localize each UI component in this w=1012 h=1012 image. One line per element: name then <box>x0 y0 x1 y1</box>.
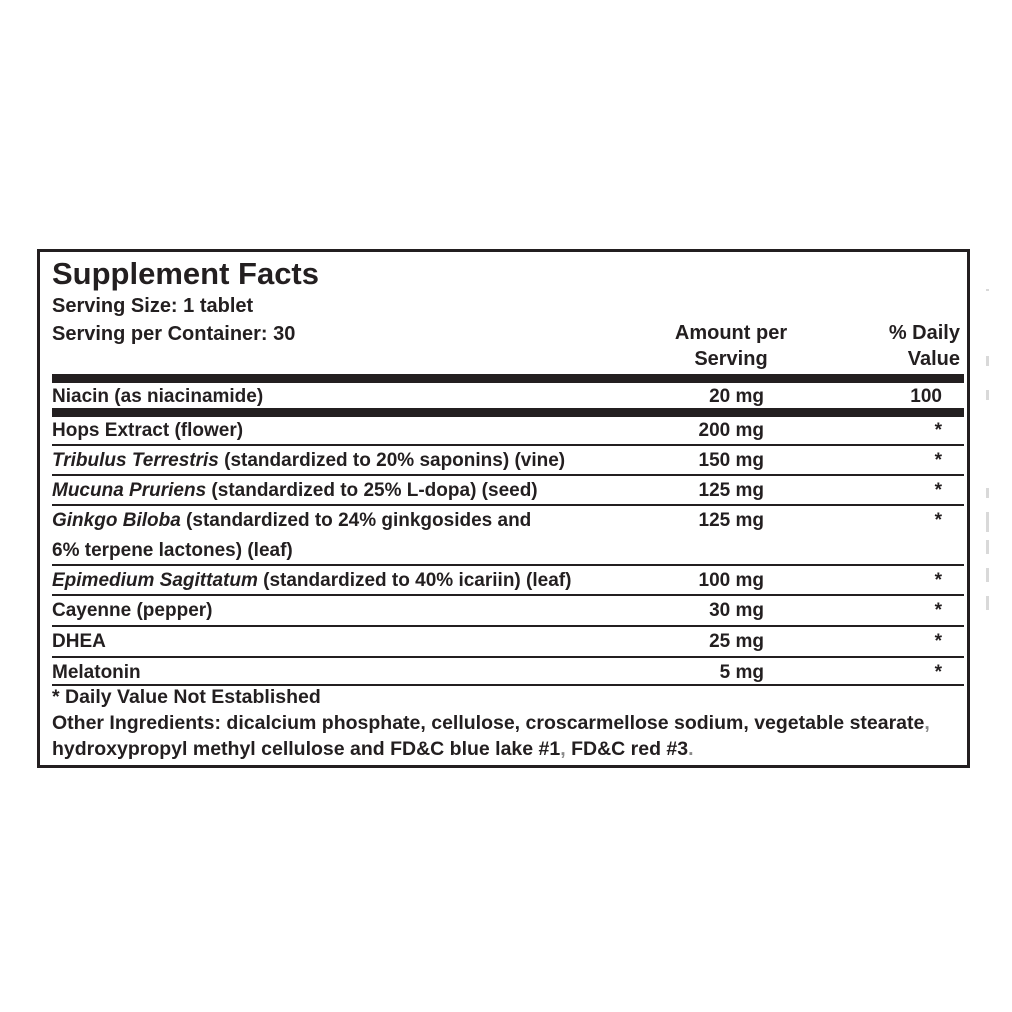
daily-value-note: * Daily Value Not Established <box>52 686 321 708</box>
ingredients-comma: , <box>560 738 566 760</box>
nutrient-amount: 20 mg <box>709 386 764 407</box>
nutrient-description: (standardized to 24% ginkgosides and <box>180 510 532 531</box>
nutrient-amount: 25 mg <box>709 631 764 652</box>
nutrient-name <box>52 627 106 657</box>
nutrient-amount: 125 mg <box>698 480 764 501</box>
nutrient-daily-value: * <box>934 480 942 501</box>
nutrient-name-line <box>52 382 263 412</box>
edge-mark <box>986 488 989 498</box>
nutrient-amount: 30 mg <box>709 600 764 621</box>
nutrient-description: Hops Extract (flower) <box>52 420 244 441</box>
amount-header-line2: Serving <box>694 348 768 370</box>
dv-header-line1: % Daily <box>888 322 960 344</box>
nutrient-daily-value: * <box>934 420 942 441</box>
nutrient-amount: 200 mg <box>698 420 764 441</box>
botanical-name: Tribulus Terrestris <box>52 450 219 471</box>
nutrient-description: (standardized to 25% L-dopa) (seed) <box>206 480 538 501</box>
nutrient-name <box>52 416 243 446</box>
nutrient-daily-value: * <box>934 570 942 591</box>
edge-mark <box>986 568 989 582</box>
edge-mark <box>986 512 989 532</box>
nutrient-name-line <box>52 627 106 657</box>
nutrient-description: Cayenne (pepper) <box>52 600 213 621</box>
nutrient-daily-value: 100 <box>910 386 942 407</box>
botanical-name: Epimedium Sagittatum <box>52 570 258 591</box>
edge-mark <box>986 289 989 291</box>
nutrient-daily-value: * <box>934 662 942 683</box>
other-ingredients <box>52 710 953 762</box>
nutrient-name <box>52 596 212 626</box>
nutrient-daily-value: * <box>934 510 942 531</box>
nutrient-name <box>52 566 571 596</box>
nutrient-amount: 100 mg <box>698 570 764 591</box>
nutrient-name-line <box>52 566 571 596</box>
daily-value-header <box>860 320 960 372</box>
nutrient-name-line <box>52 416 243 446</box>
ingredients-text: FD&C red #3 <box>565 738 689 760</box>
nutrient-row <box>52 446 964 476</box>
nutrient-name-line <box>52 476 538 506</box>
nutrient-row <box>52 382 964 412</box>
serving-size: Serving Size: 1 tablet <box>52 295 254 317</box>
amount-per-serving-header <box>646 320 816 372</box>
nutrient-name <box>52 446 565 476</box>
edge-mark <box>986 390 989 400</box>
ingredients-text: hydroxypropyl methyl cellulose and FD&C blue lake #1 <box>52 738 561 760</box>
ingredients-period: . <box>688 738 694 760</box>
ingredients-comma: , <box>924 712 930 734</box>
edge-mark <box>986 596 989 610</box>
nutrient-row <box>52 596 964 627</box>
nutrient-name-line <box>52 596 212 626</box>
nutrient-row <box>52 658 964 686</box>
botanical-name: Mucuna Pruriens <box>52 480 207 501</box>
panel-footer <box>52 684 953 762</box>
nutrient-description: DHEA <box>52 631 106 652</box>
nutrient-description: (standardized to 40% icariin) (leaf) <box>257 570 572 591</box>
nutrient-daily-value: * <box>934 631 942 652</box>
nutrient-daily-value: * <box>934 450 942 471</box>
nutrient-name <box>52 506 531 566</box>
nutrient-row <box>52 506 964 566</box>
nutrient-name-line <box>52 506 531 536</box>
supplement-facts-panel <box>37 249 970 768</box>
nutrient-daily-value: * <box>934 600 942 621</box>
nutrient-description: Niacin (as niacinamide) <box>52 386 264 407</box>
nutrient-row <box>52 627 964 658</box>
edge-mark <box>986 540 989 554</box>
dv-header-line2: Value <box>907 348 960 370</box>
nutrient-name-line: 6% terpene lactones) (leaf) <box>52 540 293 561</box>
nutrient-name <box>52 382 263 412</box>
nutrient-amount: 125 mg <box>698 510 764 531</box>
ingredients-text: Other Ingredients: dicalcium phosphate, cellulose, croscarmellose sodium, vegetable stearate <box>52 712 925 734</box>
nutrient-amount: 5 mg <box>719 662 764 683</box>
panel-title: Supplement Facts <box>52 256 319 291</box>
edge-mark <box>986 356 989 366</box>
nutrient-row <box>52 476 964 506</box>
nutrient-name <box>52 476 538 506</box>
servings-per-container: Serving per Container: 30 <box>52 323 296 345</box>
botanical-name: Ginkgo Biloba <box>52 510 181 531</box>
amount-header-line1: Amount per <box>674 322 788 344</box>
nutrient-row <box>52 566 964 596</box>
nutrient-row <box>52 416 964 446</box>
nutrient-name-line <box>52 446 565 476</box>
nutrient-description: Melatonin <box>52 662 141 683</box>
nutrient-description: (standardized to 20% saponins) (vine) <box>218 450 566 471</box>
nutrient-amount: 150 mg <box>698 450 764 471</box>
